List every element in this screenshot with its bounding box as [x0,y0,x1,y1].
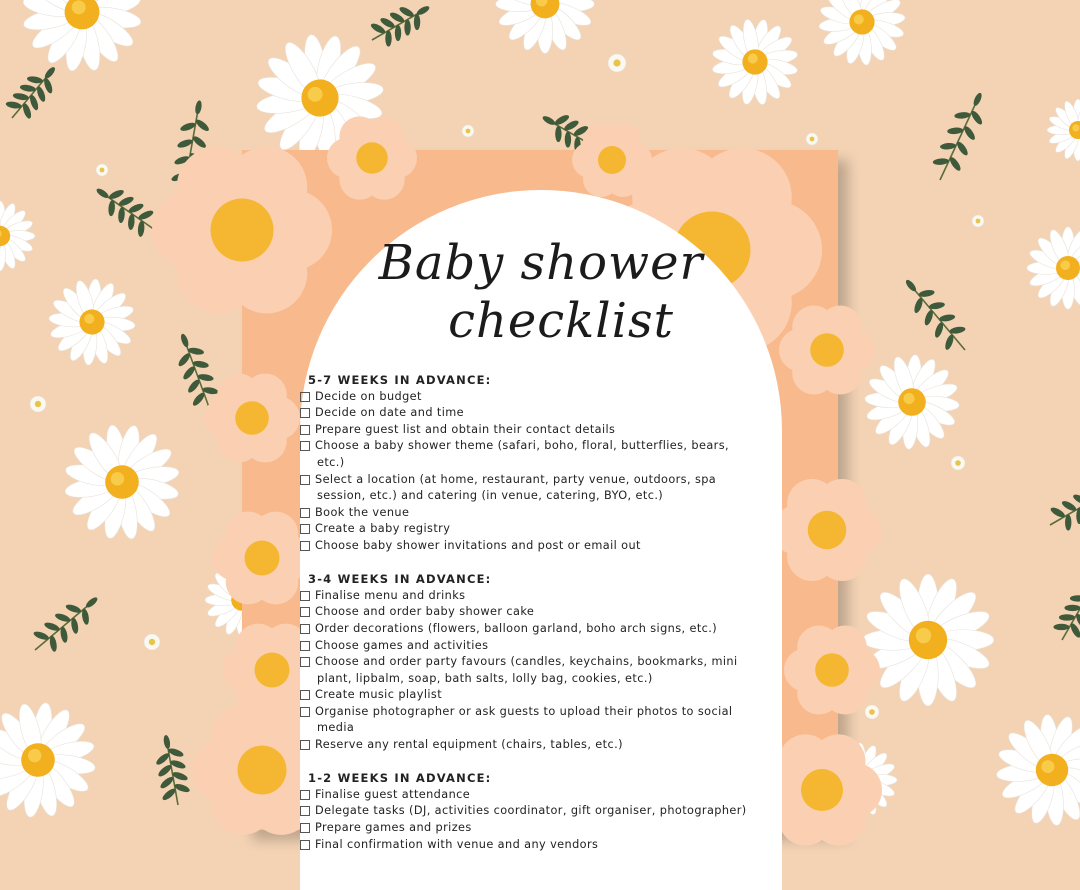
daisy-icon [55,415,189,549]
checklist-item-label: Choose and order party favours (candles, keychains, bookmarks, mini plant, lipbalm, soap, bath salts, lolly bag, cookies, etc.) [315,655,738,685]
title-line-2: checklist [300,292,782,350]
checkbox-icon[interactable] [300,607,310,617]
small-daisy-icon [806,133,818,145]
checklist-item-label: Choose games and activities [315,639,488,652]
daisy-icon [0,201,35,271]
checkbox-icon[interactable] [300,591,310,601]
checklist-item-label: Organise photographer or ask guests to upload their photos to social media [315,705,732,735]
checklist-item [300,787,782,804]
checklist-item-label: Choose and order baby shower cake [315,605,534,618]
checklist-item [300,505,782,522]
white-arch-panel [300,190,782,890]
checklist-item [300,687,782,704]
leaf-sprig-icon [150,732,193,807]
checklist-item-label: Reserve any rental equipment (chairs, tables, etc.) [315,738,623,751]
leaf-sprig-icon [926,86,995,186]
checklist-item-label: Choose a baby shower theme (safari, boho, floral, butterflies, bears, etc.) [315,439,729,469]
daisy-icon [814,0,909,70]
checkbox-icon[interactable] [300,508,310,518]
checklist-item [300,803,782,820]
checkbox-icon[interactable] [300,740,310,750]
daisy-icon [704,11,807,114]
checklist-item [300,588,782,605]
daisy-icon [1027,227,1080,309]
leaf-sprig-icon [25,586,107,662]
daisy-icon [45,275,139,369]
daisy-icon [13,0,151,81]
small-daisy-icon [96,164,108,176]
section-heading: 3-4 WEEKS IN ADVANCE: [300,571,782,588]
daisy-icon [1047,99,1080,161]
checklist-item-label: Prepare games and prizes [315,821,472,834]
checkbox-icon[interactable] [300,690,310,700]
checklist-item [300,820,782,837]
daisy-icon [861,351,962,452]
checklist-item [300,837,782,854]
checklist-sheet [242,150,838,830]
checklist-body [300,372,782,853]
checkbox-icon[interactable] [300,524,310,534]
small-daisy-icon [608,54,626,72]
checklist-item-label: Create music playlist [315,688,442,701]
checkbox-icon[interactable] [300,392,310,402]
section-heading: 5-7 WEEKS IN ADVANCE: [300,372,782,389]
leaf-sprig-icon [1049,575,1080,648]
checklist-item-label: Select a location (at home, restaurant, party venue, outdoors, spa session, etc.) and catering (in venue, catering, BYO, etc.) [315,473,716,503]
small-daisy-icon [865,705,879,719]
checklist-item-label: Decide on date and time [315,406,464,419]
small-daisy-icon [30,396,46,412]
checklist-item [300,538,782,555]
checkbox-icon[interactable] [300,624,310,634]
checklist-item-label: Finalise menu and drinks [315,589,465,602]
daisy-icon [862,574,994,706]
small-daisy-icon [972,215,984,227]
checklist-item-label: Decide on budget [315,390,422,403]
checklist-item-label: Prepare guest list and obtain their contact details [315,423,615,436]
checklist-item-label: Book the venue [315,506,409,519]
checklist-item [300,654,782,687]
checkbox-icon[interactable] [300,806,310,816]
checkbox-icon[interactable] [300,425,310,435]
checklist-item [300,422,782,439]
checkbox-icon[interactable] [300,641,310,651]
checklist-item [300,737,782,754]
checkbox-icon[interactable] [300,790,310,800]
checkbox-icon[interactable] [300,707,310,717]
checklist-item-label: Order decorations (flowers, balloon garland, boho arch signs, etc.) [315,622,717,635]
leaf-sprig-icon [364,0,437,53]
checkbox-icon[interactable] [300,441,310,451]
leaf-sprig-icon [895,270,977,360]
checklist-item-label: Choose baby shower invitations and post or email out [315,539,641,552]
checklist-item [300,638,782,655]
title-line-1: Baby shower [300,234,782,292]
section-heading: 1-2 WEEKS IN ADVANCE: [300,770,782,787]
checklist-item [300,472,782,505]
checklist-item [300,405,782,422]
checklist-item-label: Delegate tasks (DJ, activities coordinator, gift organiser, photographer) [315,804,747,817]
checklist-item-label: Finalise guest attendance [315,788,470,801]
checkbox-icon[interactable] [300,408,310,418]
checklist-title [300,234,782,350]
daisy-icon [0,695,103,825]
checkbox-icon[interactable] [300,541,310,551]
daisy-icon [496,0,595,53]
checkbox-icon[interactable] [300,475,310,485]
small-daisy-icon [462,125,474,137]
small-daisy-icon [951,456,965,470]
checklist-item-label: Create a baby registry [315,522,450,535]
leaf-sprig-icon [0,57,66,128]
checklist-item [300,704,782,737]
small-daisy-icon [144,634,160,650]
checklist-item [300,521,782,538]
checklist-item [300,389,782,406]
checkbox-icon[interactable] [300,840,310,850]
checkbox-icon[interactable] [300,823,310,833]
checklist-item [300,438,782,471]
checklist-item-label: Final confirmation with venue and any vendors [315,838,598,851]
leaf-sprig-icon [1042,474,1080,539]
checkbox-icon[interactable] [300,657,310,667]
checklist-item [300,604,782,621]
daisy-icon [992,710,1080,831]
checklist-item [300,621,782,638]
